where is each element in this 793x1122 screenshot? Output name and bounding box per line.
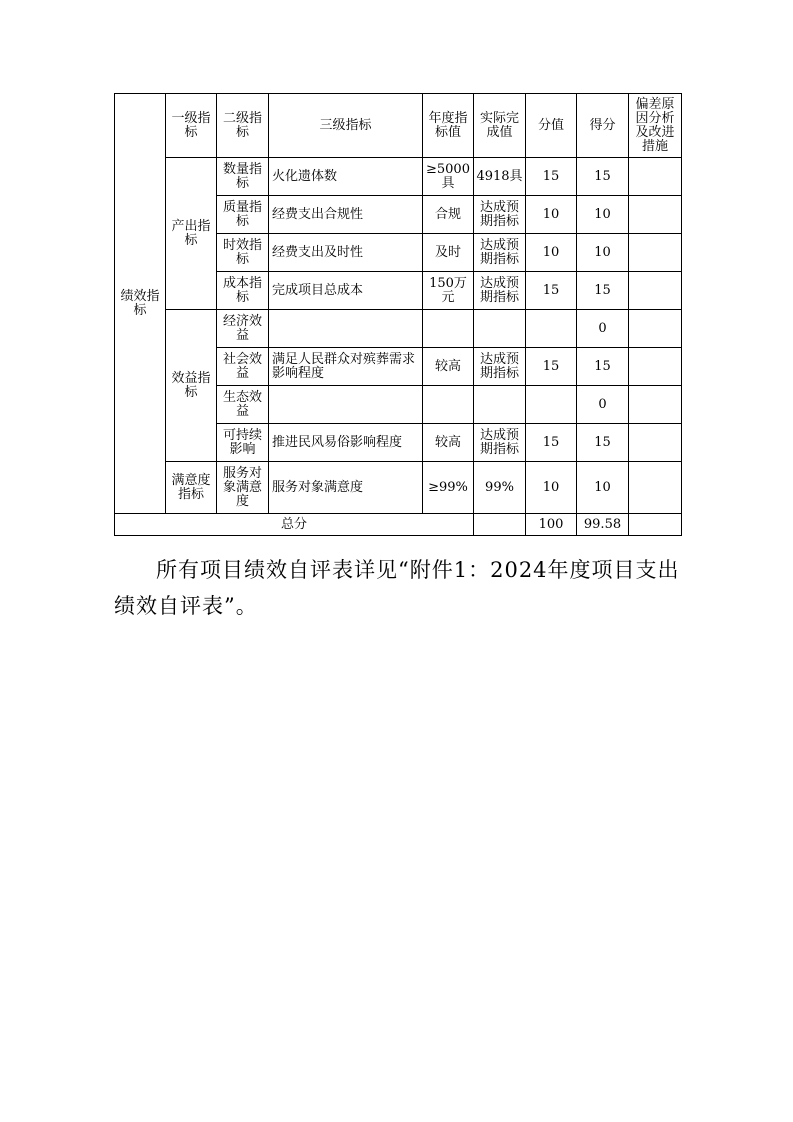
cell-level3 xyxy=(269,310,423,348)
cell-target: 150万元 xyxy=(423,272,474,310)
group-output-cell: 产出指标 xyxy=(166,158,217,310)
cell-target: 较高 xyxy=(423,348,474,386)
cell-score-value: 10 xyxy=(526,196,577,234)
cell-deviation xyxy=(629,424,682,462)
header-score: 得分 xyxy=(577,94,629,158)
cell-level3: 服务对象满意度 xyxy=(269,462,423,514)
cell-level3: 经费支出合规性 xyxy=(269,196,423,234)
cell-score: 15 xyxy=(577,158,629,196)
total-deviation xyxy=(629,514,682,536)
cell-level2: 经济效益 xyxy=(217,310,269,348)
cell-score: 0 xyxy=(577,386,629,424)
cell-score-value: 15 xyxy=(526,348,577,386)
header-deviation: 偏差原因分析及改进措施 xyxy=(629,94,682,158)
cell-deviation xyxy=(629,310,682,348)
header-row xyxy=(115,94,682,158)
header-level1: 一级指标 xyxy=(166,94,217,158)
cell-level2: 数量指标 xyxy=(217,158,269,196)
cell-deviation xyxy=(629,386,682,424)
cell-level3: 完成项目总成本 xyxy=(269,272,423,310)
cell-level2: 质量指标 xyxy=(217,196,269,234)
group-main-cell: 绩效指标 xyxy=(115,94,166,514)
cell-target: 合规 xyxy=(423,196,474,234)
group-benefit-cell: 效益指标 xyxy=(166,310,217,462)
performance-table xyxy=(114,93,682,536)
cell-deviation xyxy=(629,462,682,514)
cell-target: 及时 xyxy=(423,234,474,272)
cell-deviation xyxy=(629,234,682,272)
cell-score-value xyxy=(526,310,577,348)
cell-score: 10 xyxy=(577,196,629,234)
cell-deviation xyxy=(629,196,682,234)
cell-deviation xyxy=(629,348,682,386)
cell-target: 较高 xyxy=(423,424,474,462)
cell-level2: 服务对象满意度 xyxy=(217,462,269,514)
cell-actual: 达成预期指标 xyxy=(474,348,526,386)
cell-level3: 经费支出及时性 xyxy=(269,234,423,272)
cell-level2: 成本指标 xyxy=(217,272,269,310)
header-actual: 实际完成值 xyxy=(474,94,526,158)
cell-actual xyxy=(474,310,526,348)
cell-score-value: 10 xyxy=(526,234,577,272)
cell-score: 15 xyxy=(577,348,629,386)
cell-score-value: 15 xyxy=(526,158,577,196)
header-level2: 二级指标 xyxy=(217,94,269,158)
group-satisfaction-cell: 满意度指标 xyxy=(166,462,217,514)
total-label: 总分 xyxy=(115,514,474,536)
cell-deviation xyxy=(629,272,682,310)
table-row xyxy=(115,310,682,348)
total-score: 99.58 xyxy=(577,514,629,536)
cell-level2: 时效指标 xyxy=(217,234,269,272)
cell-level3: 火化遗体数 xyxy=(269,158,423,196)
cell-level2: 生态效益 xyxy=(217,386,269,424)
header-target: 年度指标值 xyxy=(423,94,474,158)
cell-actual: 达成预期指标 xyxy=(474,272,526,310)
cell-deviation xyxy=(629,158,682,196)
cell-level2: 可持续影响 xyxy=(217,424,269,462)
cell-actual: 4918具 xyxy=(474,158,526,196)
cell-score-value xyxy=(526,386,577,424)
cell-score-value: 10 xyxy=(526,462,577,514)
cell-actual: 达成预期指标 xyxy=(474,234,526,272)
table-row xyxy=(115,462,682,514)
cell-level3 xyxy=(269,386,423,424)
cell-target: ≥99% xyxy=(423,462,474,514)
table-row xyxy=(115,158,682,196)
cell-level3: 满足人民群众对殡葬需求影响程度 xyxy=(269,348,423,386)
cell-score: 10 xyxy=(577,462,629,514)
cell-actual: 达成预期指标 xyxy=(474,424,526,462)
header-level3: 三级指标 xyxy=(269,94,423,158)
cell-actual: 达成预期指标 xyxy=(474,196,526,234)
cell-score: 15 xyxy=(577,424,629,462)
total-score-value: 100 xyxy=(526,514,577,536)
cell-score-value: 15 xyxy=(526,272,577,310)
cell-score-value: 15 xyxy=(526,424,577,462)
cell-actual: 99% xyxy=(474,462,526,514)
cell-score: 0 xyxy=(577,310,629,348)
cell-score: 10 xyxy=(577,234,629,272)
cell-level3: 推进民风易俗影响程度 xyxy=(269,424,423,462)
cell-target: ≥5000具 xyxy=(423,158,474,196)
total-actual xyxy=(474,514,526,536)
cell-target xyxy=(423,310,474,348)
cell-target xyxy=(423,386,474,424)
cell-level2: 社会效益 xyxy=(217,348,269,386)
total-row xyxy=(115,514,682,536)
body-paragraph: 所有项目绩效自评表详见“附件1：2024年度项目支出绩效自评表”。 xyxy=(114,558,680,618)
cell-actual xyxy=(474,386,526,424)
cell-score: 15 xyxy=(577,272,629,310)
header-score-value: 分值 xyxy=(526,94,577,158)
